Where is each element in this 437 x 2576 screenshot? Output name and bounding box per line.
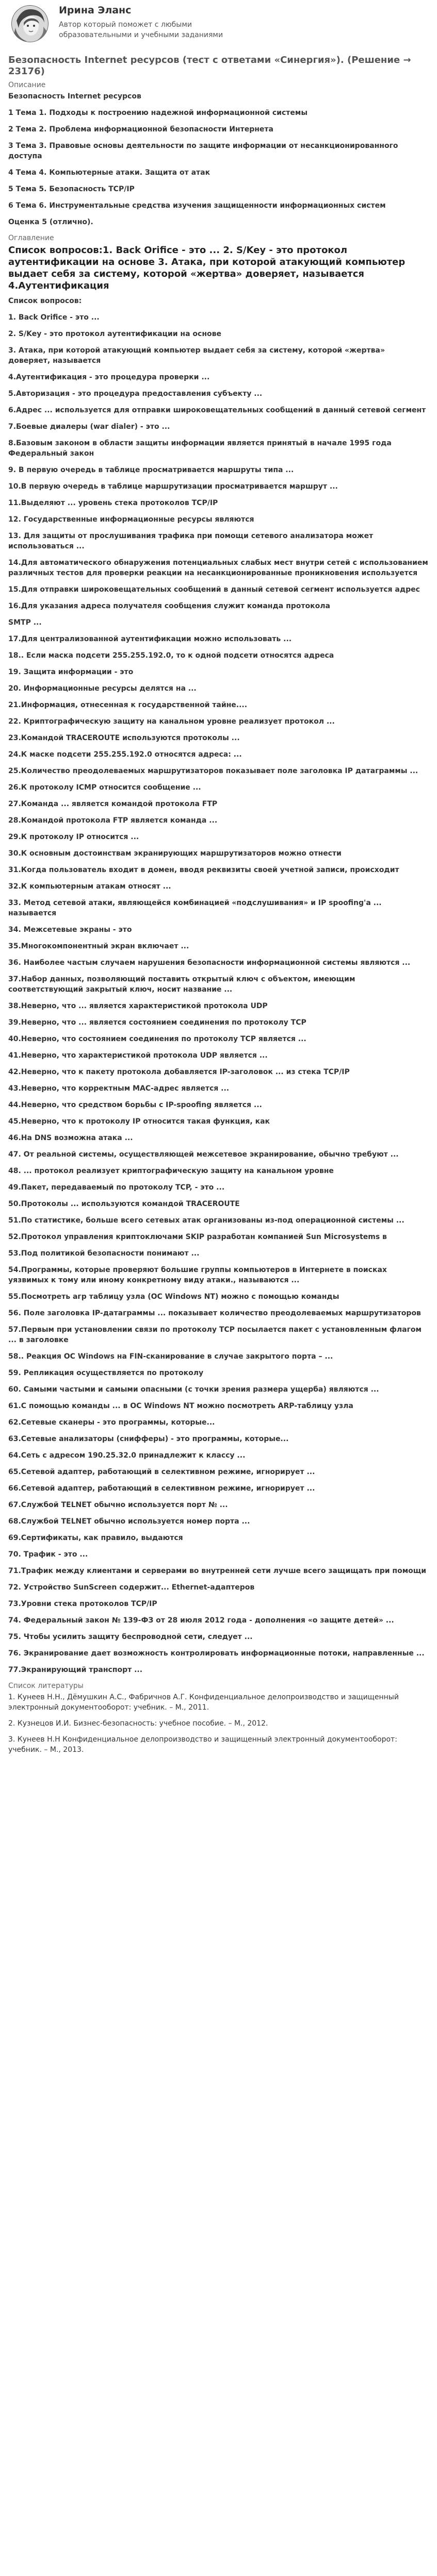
question-item: 20. Информационные ресурсы делятся на ... <box>8 684 197 693</box>
description-item: 4 Тема 4. Компьютерные атаки. Защита от атак <box>8 169 211 177</box>
question-list-label: Список вопросов: <box>8 297 82 305</box>
question-item: 41.Неверно, что характеристикой протокола UDP является ... <box>8 1051 268 1060</box>
question-item: 69.Сертификаты, как правило, выдаются <box>8 1534 183 1542</box>
question-item: 53.Под политикой безопасности понимают ... <box>8 1249 200 1258</box>
description-item: 5 Тема 5. Безопасность TCP/IP <box>8 185 135 193</box>
question-item: 44.Неверно, что средством борьбы с IP-spoofing является ... <box>8 1101 262 1109</box>
question-item: 64.Сеть с адресом 190.25.32.0 принадлежит к классу ... <box>8 1451 246 1460</box>
question-item: 66.Сетевой адаптер, работающий в селективном режиме, игнорирует ... <box>8 1484 315 1493</box>
question-item: 60. Самыми частыми и самыми опасными (с точки зрения размера ущерба) являются ... <box>8 1385 379 1394</box>
question-item: 6.Адрес ... используется для отправки широковещательных сообщений в данный сетевой сегмент <box>8 406 426 414</box>
question-item: 72. Устройство SunScreen содержит... Ethernet-адаптеров <box>8 1583 255 1592</box>
question-item: 27.Команда ... является командой протокола FTP <box>8 800 218 808</box>
question-item: 48. ... протокол реализует криптографическую защиту на канальном уровне <box>8 1167 334 1175</box>
question-item: 7.Боевые диалеры (war dialer) - это ... <box>8 423 170 431</box>
literature-item: 3. Кунеев Н.Н Конфиденциальное делопроизводство и защищенный электронный документооборот: учебник. – М., 2013. <box>8 1735 397 1754</box>
question-item: 23.Командой TRACEROUTE используются протоколы ... <box>8 734 240 742</box>
question-item: 29.К протоколу IP относится ... <box>8 833 139 841</box>
question-item: 49.Пакет, передаваемый по протоколу TCP, - это ... <box>8 1183 225 1192</box>
question-item: 22. Криптографическую защиту на канальном уровне реализует протокол ... <box>8 717 335 726</box>
description-item: Оценка 5 (отлично). <box>8 218 93 226</box>
question-item: 65.Сетевой адаптер, работающий в селективном режиме, игнорирует ... <box>8 1468 315 1476</box>
question-item: 47. От реальной системы, осуществляющей межсетевое экранирование, обычно требуют ... <box>8 1150 399 1159</box>
question-item: 52.Протокол управления криптоключами SKIP разработан компанией Sun Microsystems в <box>8 1233 387 1241</box>
contents-label: Оглавление <box>8 234 54 242</box>
question-item: 62.Сетевые сканеры - это программы, которые... <box>8 1418 215 1427</box>
question-item: 74. Федеральный закон № 139-ФЗ от 28 июля 2012 года - дополнения «о защите детей» ... <box>8 1616 394 1625</box>
question-item: 39.Неверно, что ... является состоянием соединения по протоколу TCP <box>8 1018 306 1027</box>
question-item: 30.К основным достоинствам экранирующих маршрутизаторов можно отнести <box>8 849 342 858</box>
author-info <box>59 3 229 40</box>
question-item: 45.Неверно, что к протоколу IP относится такая функция, как <box>8 1117 270 1126</box>
question-item: 17.Для централизованной аутентификации можно использовать ... <box>8 635 292 643</box>
question-item: 8.Базовым законом в области защиты информации является принятый в начале 1995 года Федеральный закон <box>8 439 392 458</box>
question-item: 67.Службой TELNET обычно используется порт № ... <box>8 1501 228 1509</box>
question-item: 32.К компьютерным атакам относят ... <box>8 882 171 891</box>
question-item: 50.Протоколы ... используются командой TRACEROUTE <box>8 1200 240 1208</box>
question-item: 43.Неверно, что корректным МАС-адрес является ... <box>8 1084 230 1093</box>
question-item: 51.По статистике, больше всего сетевых атак организованы из-под операционной системы ... <box>8 1216 404 1225</box>
author-header <box>8 0 429 55</box>
question-item: 70. Трафик - это ... <box>8 1550 88 1559</box>
question-item: 13. Для защиты от прослушивания трафика при помощи сетевого анализатора может использоваться ... <box>8 532 374 550</box>
question-item: 54.Программы, которые проверяют большие группы компьютеров в Интернете в поисках уязвимых к тому или иному конкретному виду атаки., называются ... <box>8 1266 387 1284</box>
author-description: Автор который поможет с любыми образовательными и учебными заданиями <box>59 21 223 39</box>
description-heading: Безопасность Internet ресурсов <box>8 92 141 101</box>
description-label: Описание <box>8 81 46 89</box>
question-item: 16.Для указания адреса получателя сообщения служит команда протокола <box>8 602 330 610</box>
question-item: 24.К маске подсети 255.255.192.0 относятся адреса: ... <box>8 750 242 759</box>
question-item: 40.Неверно, что состоянием соединения по протоколу TCP является ... <box>8 1035 306 1043</box>
question-item: 71.Трафик между клиентами и серверами во внутренней сети лучше всего защищать при помощи <box>8 1567 427 1575</box>
question-item: 77.Экранирующий транспорт ... <box>8 1666 143 1674</box>
author-name[interactable]: Ирина Эланс <box>59 5 132 16</box>
description-item: 6 Тема 6. Инструментальные средства изучения защищенности информационных систем <box>8 202 386 210</box>
question-item: 55.Посмотреть агр таблицу узла (OC Windows NT) можно с помощью команды <box>8 1293 339 1301</box>
description-item: 2 Тема 2. Проблема информационной безопасности Интернета <box>8 125 273 133</box>
contents-summary: Список вопросов:1. Back Orifice - это ... 2. S/Key - это протокол аутентификации на основе 3. Атака, при которой атакующий компьютер выдает себя за систему, которой «жертва» доверяет, называется 4.Аутентификация <box>8 245 406 291</box>
question-item: 58.. Реакция OC Windows на FIN-сканирование в случае закрытого порта – ... <box>8 1352 333 1361</box>
question-item: 2. S/Key - это протокол аутентификации на основе <box>8 330 221 338</box>
question-item: 4.Аутентификация - это процедура проверки ... <box>8 373 210 381</box>
question-item: 14.Для автоматического обнаружения потенциальных слабых мест внутри сетей с использованием различных тестов для проверки реакции на несанкционированные проникновения используется <box>8 559 428 577</box>
question-item: 12. Государственные информационные ресурсы являются <box>8 515 254 524</box>
question-item: 18.. Если маска подсети 255.255.192.0, то к одной подсети относятся адреса <box>8 651 334 660</box>
question-item: 61.С помощью команды ... в ОС Windows NT можно посмотреть ARP-таблицу узла <box>8 1402 353 1410</box>
question-item: 10.В первую очередь в таблице маршрутизации просматривается маршрут ... <box>8 482 338 491</box>
question-item: 37.Набор данных, позволяющий поставить открытый ключ с объектом, имеющим соответствующий закрытый ключ, носит название ... <box>8 975 355 994</box>
question-item: 26.К протоколу ICMP относится сообщение ... <box>8 783 201 792</box>
question-item: 38.Неверно, что ... является характеристикой протокола UDP <box>8 1002 268 1010</box>
question-item: 34. Межсетевые экраны - это <box>8 926 132 934</box>
literature-item: 2. Кузнецов И.И. Бизнес-безопасность: учебное пособие. – М., 2012. <box>8 1719 268 1728</box>
question-item: 46.На DNS возможна атака ... <box>8 1134 133 1142</box>
literature-item: 1. Кунеев Н.Н., Дёмушкин А.С., Фабричнов А.Г. Конфиденциальное делопроизводство и защищенный электронный документооборот: учебник. – М., 2011. <box>8 1693 399 1712</box>
page-title: Безопасность Internet ресурсов (тест с ответами «Синергия»). (Решение → 23176) <box>8 55 411 77</box>
question-item: 76. Экранирование дает возможность контролировать информационные потоки, направленные ... <box>8 1649 425 1658</box>
question-item: 21.Информация, отнесенная к государственной тайне.... <box>8 701 248 709</box>
avatar-portrait-icon <box>11 5 48 42</box>
question-item: 25.Количество преодолеваемых маршрутизаторов показывает поле заголовка IP датаграммы ... <box>8 767 418 775</box>
description-list <box>8 108 429 227</box>
question-item: 28.Командой протокола FTP является команда ... <box>8 816 218 825</box>
question-list <box>8 312 429 1675</box>
question-item: 31.Когда пользователь входит в домен, вводя реквизиты своей учетной записи, происходит <box>8 866 399 874</box>
question-item: 11.Выделяют ... уровень стека протоколов TCP/IP <box>8 499 218 507</box>
question-item: 19. Защита информации - это <box>8 668 134 676</box>
question-item: 15.Для отправки широковещательных сообщений в данный сетевой сегмент используется адрес <box>8 586 420 594</box>
description-item: 1 Тема 1. Подходы к построению надежной информационной системы <box>8 109 307 117</box>
question-item: 59. Репликация осуществляется по протоколу <box>8 1369 204 1377</box>
question-item: 42.Неверно, что к пакету протокола добавляется IP-заголовок ... из стека TCP/IP <box>8 1068 350 1076</box>
question-item: 9. В первую очередь в таблице просматривается маршруты типа ... <box>8 466 294 474</box>
question-item: 73.Уровни стека протоколов TCP/IP <box>8 1600 157 1608</box>
question-item: 56. Поле заголовка IP-датаграммы ... показывает количество преодолеваемых маршрутизаторов <box>8 1309 421 1317</box>
literature-list <box>8 1692 429 1755</box>
question-item: 57.Первым при установлении связи по протоколу TCP посылается пакет с установленным флагом ... в заголовке <box>8 1326 422 1344</box>
description-item: 3 Тема 3. Правовые основы деятельности по защите информации от несанкционированного доступа <box>8 142 398 160</box>
literature-label: Список литературы <box>8 1682 84 1690</box>
question-item: 35.Многокомпонентный экран включает ... <box>8 942 189 950</box>
question-item: 1. Back Orifice - это ... <box>8 313 100 322</box>
question-item: 75. Чтобы усилить защиту беспроводной сети, следует ... <box>8 1633 253 1641</box>
question-item: 63.Сетевые анализаторы (снифферы) - это программы, которые... <box>8 1435 289 1443</box>
question-item: 36. Наиболее частым случаем нарушения безопасности информационной системы являются ... <box>8 959 411 967</box>
avatar[interactable] <box>11 5 48 42</box>
question-item: 68.Службой TELNET обычно используется номер порта ... <box>8 1517 250 1526</box>
question-item: 33. Метод сетевой атаки, являющейся комбинацией «подслушивания» и IP spoofing'a ... называется <box>8 899 382 917</box>
question-item: 3. Атака, при которой атакующий компьютер выдает себя за систему, которой «жертва» доверяет, называется <box>8 346 385 365</box>
question-item: SMTP ... <box>8 618 42 627</box>
question-item: 5.Авторизация - это процедура предоставления субъекту ... <box>8 390 263 398</box>
